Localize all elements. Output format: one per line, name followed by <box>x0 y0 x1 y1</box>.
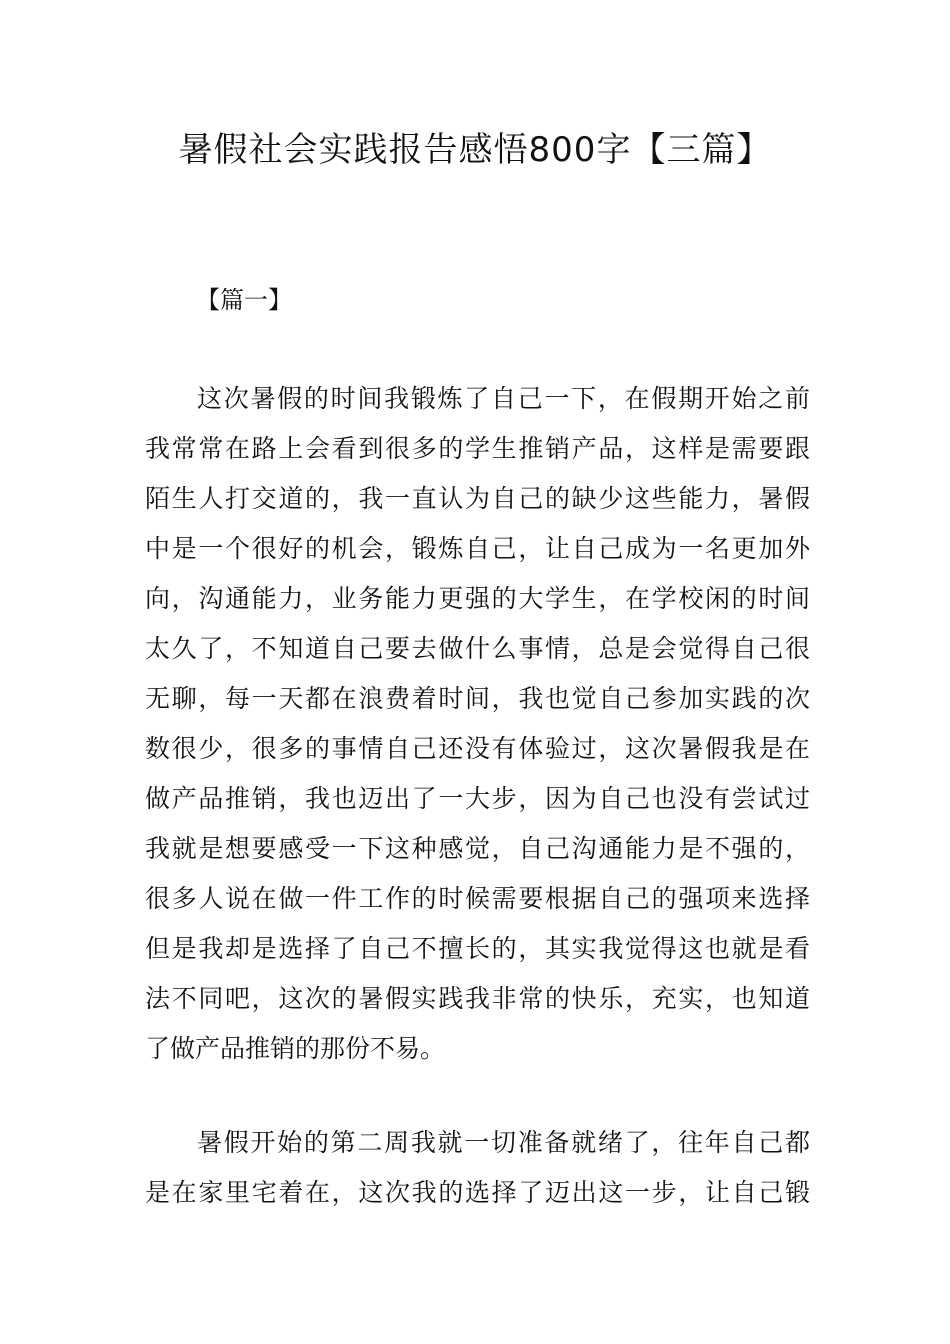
paragraph-line: 无聊，每一天都在浪费着时间，我也觉自己参加实践的次 <box>145 684 810 713</box>
paragraph-line: 做产品推销，我也迈出了一大步，因为自己也没有尝试过 <box>145 784 810 813</box>
paragraph-line: 太久了，不知道自己要去做什么事情，总是会觉得自己很 <box>145 634 810 663</box>
paragraph-line: 暑假开始的第二周我就一切准备就绪了，往年自己都 <box>197 1128 810 1157</box>
paragraph-1 <box>145 374 810 1074</box>
paragraph-line: 中是一个很好的机会，锻炼自己，让自己成为一名更加外 <box>145 534 810 563</box>
paragraph-line: 陌生人打交道的，我一直认为自己的缺少这些能力，暑假 <box>145 484 810 513</box>
paragraph-line: 了做产品推销的那份不易。 <box>145 1034 446 1063</box>
paragraph-2 <box>145 1118 810 1218</box>
paragraph-line: 法不同吧，这次的暑假实践我非常的快乐，充实，也知道 <box>145 984 810 1013</box>
paragraph-line: 向，沟通能力，业务能力更强的大学生，在学校闲的时间 <box>145 584 810 613</box>
paragraph-line: 是在家里宅着在，这次我的选择了迈出这一步，让自己锻 <box>145 1178 810 1207</box>
paragraph-line: 数很少，很多的事情自己还没有体验过，这次暑假我是在 <box>145 734 810 763</box>
document-title: 暑假社会实践报告感悟800字【三篇】 <box>178 130 772 170</box>
paragraph-line: 我就是想要感受一下这种感觉，自己沟通能力是不强的， <box>145 834 810 863</box>
paragraph-line: 我常常在路上会看到很多的学生推销产品，这样是需要跟 <box>145 434 810 463</box>
paragraph-line: 但是我却是选择了自己不擅长的，其实我觉得这也就是看 <box>145 934 810 963</box>
section-heading: 【篇一】 <box>196 286 292 314</box>
paragraph-line: 这次暑假的时间我锻炼了自己一下，在假期开始之前 <box>197 384 810 413</box>
paragraph-line: 很多人说在做一件工作的时候需要根据自己的强项来选择 <box>145 884 810 913</box>
